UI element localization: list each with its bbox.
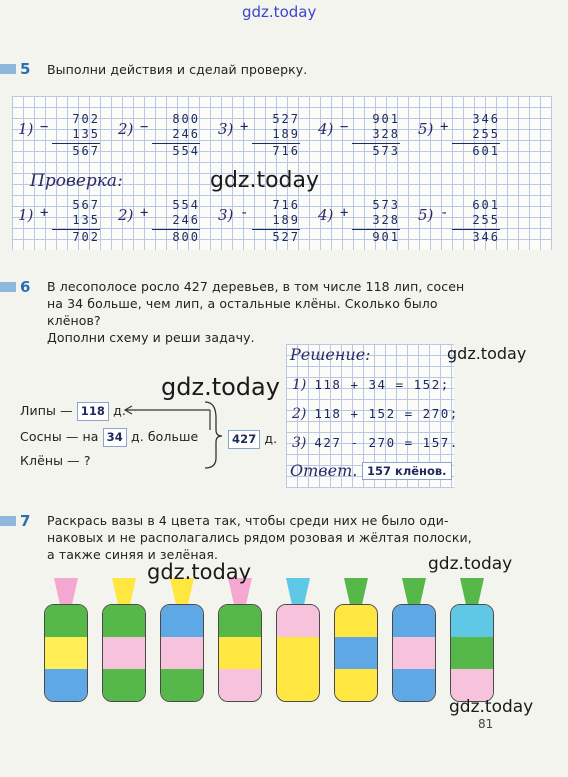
examples-operator-3: + [240,119,251,135]
vase-stripe-2[interactable] [393,637,435,669]
checks-label-1: 1) [18,206,34,224]
checks-operand-1-5: 601 [472,198,500,212]
task-7-tab [0,516,16,526]
checks-result-5: 346 [452,229,500,245]
checks-operand-2-1: 135 [72,213,100,227]
examples-label-2: 2) [118,120,134,138]
solution-step-expression: 118 + 152 = 270; [314,406,459,421]
vase-stripe-3[interactable] [45,669,87,701]
vase-stripe-3[interactable] [335,669,377,701]
checks-operand-2-3: 189 [272,213,300,227]
checks-operator-2: + [140,205,151,221]
vase-stripe-2[interactable] [219,637,261,669]
checks-result-4: 901 [352,229,400,245]
checks-label-2: 2) [118,206,134,224]
examples-label-4: 4) [318,120,334,138]
scheme-total-value: 427 [228,430,260,449]
examples-operand-1-4: 901 [372,112,400,126]
vase-stripe-1[interactable] [451,605,493,637]
checks-operator-4: + [340,205,351,221]
vase-stripe-2[interactable] [45,637,87,669]
checks-operand-1-1: 567 [72,198,100,212]
checks-label-4: 4) [318,206,334,224]
vase-8[interactable] [450,604,494,702]
checks-operand-2-2: 246 [172,213,200,227]
solution-step-number: 2) [292,406,307,422]
scheme-total [228,430,277,449]
examples-result-4: 573 [352,143,400,159]
scheme-lipy-value: 118 [77,402,109,421]
scheme-lipy-unit: д. [113,403,126,418]
watermark-1: gdz.today [210,168,320,193]
examples-operator-4: − [340,119,351,135]
check-label: Проверка: [30,171,123,191]
vase-7[interactable] [392,604,436,702]
vase-stripe-1[interactable] [45,605,87,637]
examples-operand-2-1: 135 [72,127,100,141]
vase-stripe-3[interactable] [393,669,435,701]
vase-stripe-2[interactable] [161,637,203,669]
examples-operand-2-4: 328 [372,127,400,141]
solution-label: Решение: [290,345,371,364]
vase-2[interactable] [102,604,146,702]
vase-stripe-2[interactable] [103,637,145,669]
checks-result-2: 800 [152,229,200,245]
vase-stripe-3[interactable] [103,669,145,701]
task-6-text-line-4: Дополни схему и реши задачу. [47,330,255,345]
task-6-text-line-2: на 34 больше, чем лип, а остальные клёны. Сколько было [47,296,438,311]
watermark-top: gdz.today [242,3,317,21]
examples-operand-1-2: 800 [172,112,200,126]
scheme-total-unit: д. [264,431,278,446]
task-5-number: 5 [20,60,31,78]
watermark-5: gdz.today [428,554,513,574]
checks-operand-1-4: 573 [372,198,400,212]
task-6-text-line-1: В лесополосе росло 427 деревьев, в том числе 118 лип, сосен [47,279,465,294]
vase-1[interactable] [44,604,88,702]
vase-stripe-2[interactable] [451,637,493,669]
examples-result-3: 716 [252,143,300,159]
checks-result-3: 527 [252,229,300,245]
checks-label-3: 3) [218,206,234,224]
vase-stripe-1[interactable] [393,605,435,637]
vase-stripe-1[interactable] [335,605,377,637]
scheme-sosny-unit: д. больше [130,429,199,444]
task-7-text-line-1: Раскрась вазы в 4 цвета так, чтобы среди них не было оди- [47,513,449,528]
checks-operand-1-3: 716 [272,198,300,212]
solution-step-expression: 427 - 270 = 157. [314,435,459,450]
solution-step-3 [292,432,459,451]
examples-operand-2-2: 246 [172,127,200,141]
watermark-2: gdz.today [447,344,527,363]
vase-6[interactable] [334,604,378,702]
watermark-3: gdz.today [161,373,280,401]
vase-stripe-1[interactable] [161,605,203,637]
solution-step-expression: 118 + 34 = 152; [314,377,450,392]
checks-operand-1-2: 554 [172,198,200,212]
solution-step-number: 3) [292,435,307,451]
examples-operand-2-5: 255 [472,127,500,141]
examples-label-3: 3) [218,120,234,138]
vase-4[interactable] [218,604,262,702]
vase-stripe-2[interactable] [277,637,319,669]
vase-3[interactable] [160,604,204,702]
answer-box: 157 клёнов. [362,462,452,480]
checks-label-5: 5) [418,206,434,224]
scheme-klyony: Клёны — ? [20,453,91,468]
checks-operator-1: + [40,205,51,221]
page-number: 81 [478,717,494,731]
examples-result-1: 567 [52,143,100,159]
examples-operator-2: − [140,119,151,135]
vase-5[interactable] [276,604,320,702]
solution-step-2 [292,403,459,422]
task-6-number: 6 [20,278,31,296]
task-5-text: Выполни действия и сделай проверку. [47,62,308,77]
examples-result-5: 601 [452,143,500,159]
watermark-6: gdz.today [449,697,534,717]
examples-operand-2-3: 189 [272,127,300,141]
vase-stripe-3[interactable] [219,669,261,701]
vase-stripe-1[interactable] [277,605,319,637]
examples-operator-5: + [440,119,451,135]
scheme-sosny-label: Сосны — на [20,429,99,444]
watermark-4: gdz.today [147,560,252,584]
vase-stripe-3[interactable] [277,669,319,701]
task-6-text-line-3: клёнов? [47,313,101,328]
checks-operator-5: - [440,205,451,221]
answer-label: Ответ. [290,461,358,480]
solution-step-1 [292,374,450,393]
task-7-number: 7 [20,512,31,530]
checks-operator-3: - [240,205,251,221]
checks-operand-2-4: 328 [372,213,400,227]
scheme-sosny-value: 34 [103,428,127,447]
examples-label-5: 5) [418,120,434,138]
examples-result-2: 554 [152,143,200,159]
examples-operator-1: − [40,119,51,135]
task-7-text-line-2: наковых и не располагались рядом розовая и жёлтая полоски, [47,530,472,545]
vase-stripe-3[interactable] [161,669,203,701]
task-7-text-line-3: а также синяя и зелёная. [47,547,219,562]
examples-operand-1-5: 346 [472,112,500,126]
scheme-lipy-label: Липы — [20,403,73,418]
checks-operand-2-5: 255 [472,213,500,227]
solution-step-number: 1) [292,377,307,393]
checks-result-1: 702 [52,229,100,245]
vase-stripe-1[interactable] [103,605,145,637]
vase-stripe-1[interactable] [219,605,261,637]
vase-stripe-2[interactable] [335,637,377,669]
examples-operand-1-1: 702 [72,112,100,126]
examples-operand-1-3: 527 [272,112,300,126]
examples-label-1: 1) [18,120,34,138]
